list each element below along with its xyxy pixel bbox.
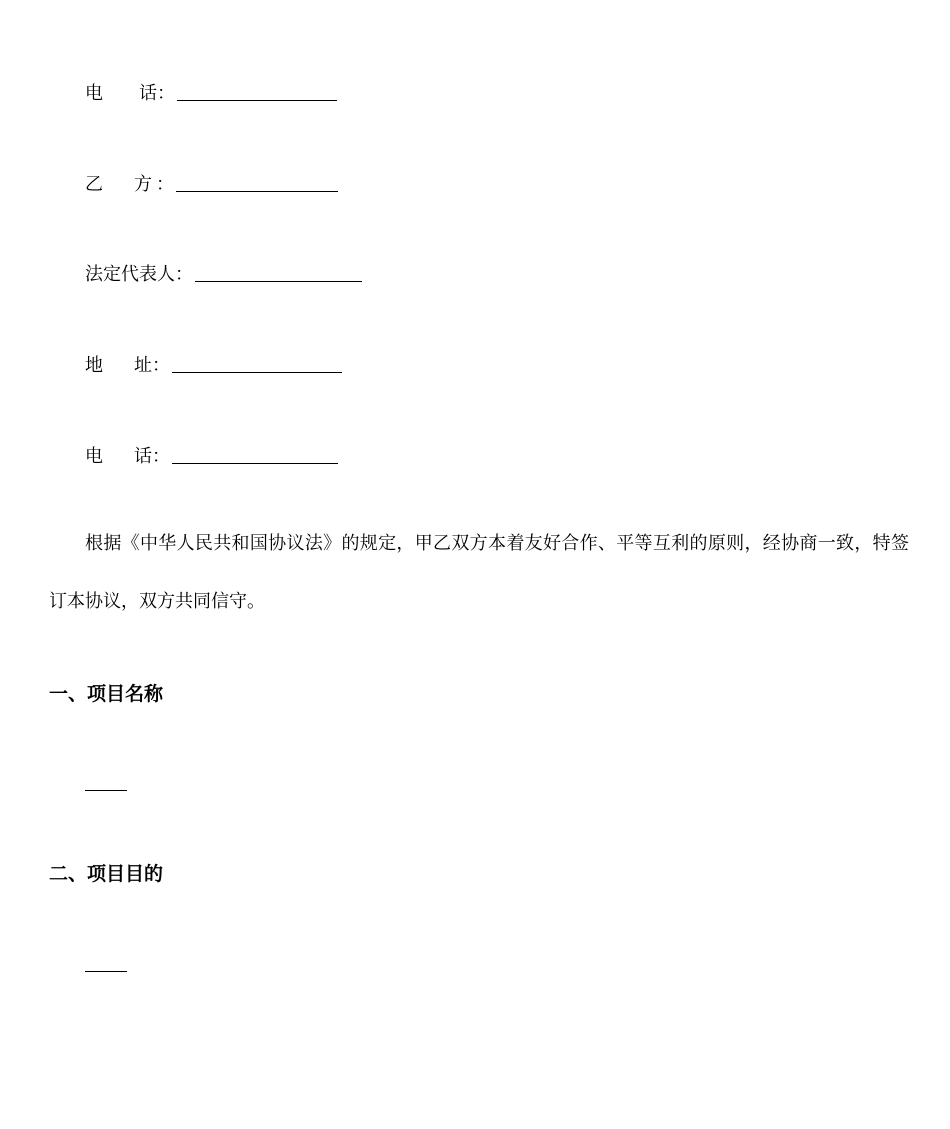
party-b-address-colon: ： — [152, 355, 170, 376]
party-b-rep-label: 法定代表人 — [85, 264, 175, 285]
project-purpose-blank[interactable] — [85, 971, 127, 972]
party-b-name-label-2: 方 — [134, 174, 152, 195]
party-b-phone-colon: ： — [152, 446, 170, 467]
party-b-address-label-2: 址 — [134, 355, 152, 376]
party-b-rep-row — [85, 259, 362, 287]
project-name-blank[interactable] — [85, 790, 127, 791]
party-a-phone-label-2: 话 — [139, 83, 157, 104]
party-b-address-row — [85, 350, 342, 378]
party-b-name-row — [85, 169, 338, 197]
party-b-phone-blank[interactable] — [172, 443, 338, 464]
party-b-address-label-1: 地 — [85, 355, 103, 376]
party-b-name-colon: ： — [156, 174, 174, 195]
intro-paragraph: 根据《中华人民共和国协议法》的规定，甲乙双方本着友好合作、平等互利的原则，经协商一致，特签订本协议，双方共同信守。 — [49, 533, 909, 612]
section-heading-project-purpose: 二、项目目的 — [49, 863, 164, 885]
party-a-phone-blank[interactable] — [177, 80, 337, 101]
party-b-name-label-1: 乙 — [85, 174, 103, 195]
party-b-address-blank[interactable] — [172, 352, 342, 373]
party-b-name-blank[interactable] — [176, 171, 338, 192]
party-a-phone-colon: ： — [157, 83, 175, 104]
party-b-rep-colon: ： — [175, 264, 193, 285]
party-b-phone-label-2: 话 — [134, 446, 152, 467]
party-b-phone-row — [85, 441, 338, 469]
party-a-phone-label-1: 电 — [85, 83, 103, 104]
party-a-phone-row — [85, 78, 337, 106]
party-b-phone-label-1: 电 — [85, 446, 103, 467]
party-b-rep-blank[interactable] — [195, 261, 362, 282]
section-heading-project-name: 一、项目名称 — [49, 683, 164, 705]
